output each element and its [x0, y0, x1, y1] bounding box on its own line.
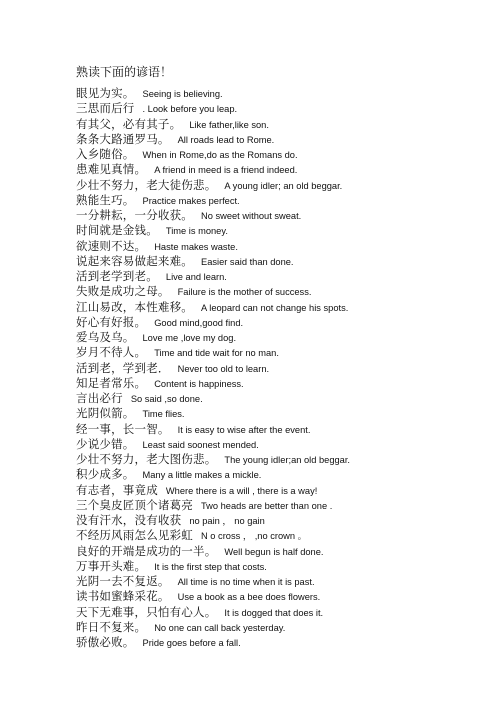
proverb-english: Practice makes perfect. [142, 195, 240, 206]
proverb-english: Least said soonest mended. [142, 439, 259, 450]
proverb-row [76, 146, 496, 161]
proverb-english: Never too old to learn. [177, 363, 270, 374]
proverb-row [76, 329, 496, 344]
proverb-chinese: 少壮不努力，老大徒伤悲。 [76, 177, 217, 192]
proverb-row [76, 634, 496, 649]
proverb-english: No sweet without sweat. [201, 211, 302, 221]
proverb-chinese: 知足者常乐。 [76, 375, 147, 390]
proverb-english: All roads lead to Rome. [177, 134, 275, 145]
proverb-english: . Look before you leap. [142, 104, 238, 115]
proverb-english: Failure is the mother of success. [177, 287, 312, 298]
proverb-chinese: 失败是成功之母。 [76, 284, 170, 299]
proverb-english: No one can call back yesterday. [154, 622, 286, 633]
proverb-row [76, 192, 496, 207]
proverb-english: Live and learn. [165, 272, 227, 282]
proverb-row [76, 390, 496, 405]
proverb-chinese: 天下无难事，只怕有心人。 [76, 604, 217, 619]
proverb-chinese: 昨日不复来。 [76, 619, 147, 634]
proverb-chinese: 光阴一去不复返。 [76, 574, 170, 588]
proverb-row [76, 588, 496, 603]
proverb-english: Well begun is half done. [224, 546, 324, 557]
proverb-chinese: 有其父，必有其子。 [76, 116, 182, 131]
proverb-row [76, 299, 496, 314]
proverb-row [76, 360, 496, 375]
proverb-row [76, 512, 496, 527]
proverb-english: It is easy to wise after the event. [177, 424, 311, 435]
proverb-row [76, 344, 496, 359]
proverb-english: Two heads are better than one . [201, 500, 333, 511]
proverb-chinese: 患难见真情。 [76, 162, 147, 177]
proverb-english: Pride goes before a fall. [142, 638, 241, 648]
proverb-english: Many a little makes a mickle. [142, 470, 262, 481]
proverb-english: A friend in meed is a friend indeed. [154, 165, 298, 176]
proverb-row [76, 619, 496, 634]
proverb-row [76, 543, 496, 558]
proverb-english: Use a book as a bee does flowers. [177, 592, 321, 603]
proverb-row [76, 253, 496, 268]
proverb-row [76, 558, 496, 573]
proverb-row [76, 421, 496, 436]
proverb-chinese: 入乡随俗。 [76, 147, 135, 161]
proverb-row [76, 482, 496, 497]
proverb-row [76, 604, 496, 619]
proverb-english: N o cross ， ,no crown 。 [201, 531, 307, 542]
proverb-english: Content is happiness. [154, 378, 244, 389]
proverb-chinese: 良好的开端是成功的一半。 [76, 543, 217, 558]
proverb-row [76, 283, 496, 298]
proverb-row [76, 466, 496, 481]
proverb-chinese: 读书如蜜蜂采花。 [76, 589, 170, 604]
proverb-chinese: 活到老学到老。 [76, 269, 158, 283]
proverb-list [76, 85, 496, 649]
proverb-english: When in Rome,do as the Romans do. [142, 150, 298, 160]
proverb-english: It is dogged that does it. [224, 607, 324, 618]
proverb-chinese: 光阴似箭。 [76, 406, 135, 421]
proverb-english: All time is no time when it is past. [177, 577, 315, 587]
proverb-chinese: 不经历风雨怎么见彩虹 [76, 528, 193, 543]
proverb-row [76, 177, 496, 192]
proverb-english: Time is money. [165, 226, 228, 237]
proverb-chinese: 少说少错。 [76, 436, 135, 451]
proverb-english: Like father,like son. [189, 119, 269, 130]
proverb-chinese: 条条大路通罗马。 [76, 131, 170, 146]
proverb-chinese: 万事开头难。 [76, 558, 147, 573]
proverb-chinese: 好心有好报。 [76, 314, 147, 329]
proverb-chinese: 三个臭皮匠顶个诸葛亮 [76, 497, 193, 512]
proverb-chinese: 时间就是金钱。 [76, 223, 158, 238]
proverb-row [76, 375, 496, 390]
proverb-row [76, 131, 496, 146]
proverb-chinese: 爱乌及乌。 [76, 330, 135, 344]
proverb-english: A leopard can not change his spots. [201, 302, 349, 313]
proverb-chinese: 熟能生巧。 [76, 192, 135, 207]
proverb-chinese: 说起来容易做起来难。 [76, 253, 193, 268]
proverb-chinese: 言出必行 [76, 391, 123, 405]
proverb-english: Easier said than done. [201, 256, 294, 267]
proverb-chinese: 江山易改，本性难移。 [76, 299, 193, 314]
proverb-row [76, 573, 496, 588]
proverb-chinese: 积少成多。 [76, 467, 135, 482]
proverb-chinese: 活到老，学到老． [76, 360, 170, 375]
proverb-english: It is the first step that costs. [154, 561, 267, 572]
proverb-chinese: 眼见为实。 [76, 86, 135, 100]
proverb-chinese: 三思而后行 [76, 101, 135, 116]
proverb-row [76, 451, 496, 466]
proverb-row [76, 268, 496, 283]
proverb-row [76, 314, 496, 329]
proverb-row [76, 436, 496, 451]
proverb-row [76, 116, 496, 131]
proverb-row [76, 527, 496, 542]
proverb-row [76, 238, 496, 253]
page-title: 熟读下面的谚语！ [76, 65, 173, 79]
proverb-english: Where there is a will , there is a way! [165, 485, 318, 496]
proverb-english: Time flies. [142, 409, 185, 420]
proverb-english: Seeing is believing. [142, 89, 223, 99]
proverb-english: Time and tide wait for no man. [154, 348, 279, 359]
proverb-english: A young idler; an old beggar. [224, 180, 343, 191]
proverb-row [76, 405, 496, 420]
proverb-chinese: 没有汗水，没有收获 [76, 513, 182, 527]
proverb-english: The young idler;an old beggar. [224, 455, 351, 465]
proverb-row [76, 222, 496, 237]
proverb-chinese: 有志者，事竟成 [76, 482, 158, 497]
proverb-row [76, 85, 496, 100]
proverb-english: So said ,so done. [130, 394, 203, 404]
proverb-english: Haste makes waste. [154, 241, 238, 252]
proverb-chinese: 骄傲必败。 [76, 635, 135, 649]
proverb-chinese: 欲速则不达。 [76, 238, 147, 253]
proverb-chinese: 经一事，长一智。 [76, 421, 170, 436]
proverb-english: Good mind,good find. [154, 317, 244, 328]
proverb-row [76, 497, 496, 512]
proverb-row [76, 161, 496, 176]
proverb-row [76, 100, 496, 115]
proverb-chinese: 岁月不待人。 [76, 345, 147, 360]
proverb-chinese: 一分耕耘，一分收获。 [76, 208, 193, 222]
proverb-row [76, 207, 496, 222]
proverb-english: Love me ,love my dog. [142, 333, 237, 343]
proverb-chinese: 少壮不努力，老大图伤悲。 [76, 452, 217, 466]
proverb-english: no pain ， no gain [189, 516, 265, 526]
